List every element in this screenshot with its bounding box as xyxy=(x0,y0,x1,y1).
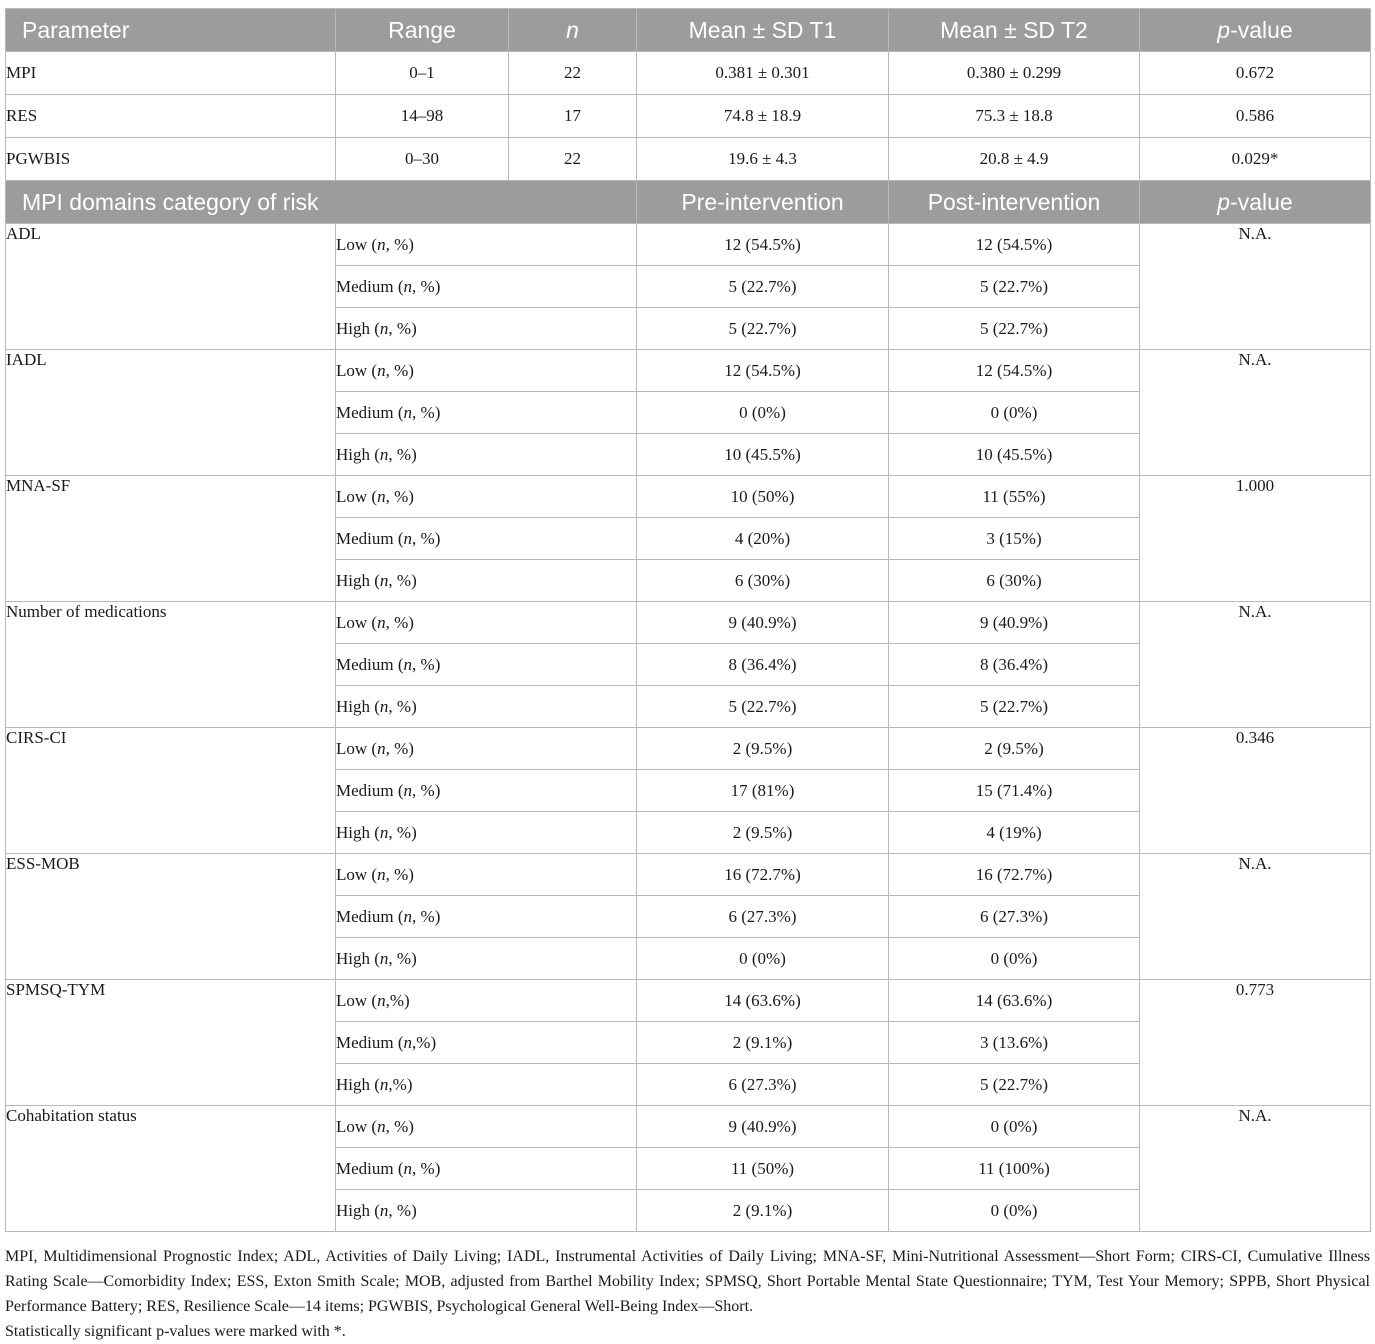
risk-level-unit: (n, %) xyxy=(371,360,414,380)
parameter-row xyxy=(6,52,1371,95)
post-intervention-value: 9 (40.9%) xyxy=(889,602,1140,644)
risk-level-unit: (n, %) xyxy=(374,1200,417,1220)
header-post-intervention: Post-intervention xyxy=(889,181,1140,224)
domains-header-body xyxy=(6,181,1371,224)
pre-intervention-value: 0 (0%) xyxy=(637,938,889,980)
post-intervention-value: 2 (9.5%) xyxy=(889,728,1140,770)
pre-intervention-value: 16 (72.7%) xyxy=(637,854,889,896)
risk-level-unit: (n, %) xyxy=(397,528,441,548)
parameter-range: 14–98 xyxy=(336,95,509,138)
risk-level xyxy=(336,1148,637,1190)
pre-intervention-value: 6 (27.3%) xyxy=(637,896,889,938)
post-intervention-value: 11 (55%) xyxy=(889,476,1140,518)
post-intervention-value: 15 (71.4%) xyxy=(889,770,1140,812)
post-intervention-value: 12 (54.5%) xyxy=(889,224,1140,266)
risk-level-unit: (n, %) xyxy=(397,780,441,800)
risk-level-unit: (n, %) xyxy=(371,612,414,632)
domain-name: ADL xyxy=(6,224,336,350)
post-intervention-value: 14 (63.6%) xyxy=(889,980,1140,1022)
parameter-mean-t1: 0.381 ± 0.301 xyxy=(637,52,889,95)
post-intervention-value: 5 (22.7%) xyxy=(889,266,1140,308)
parameter-name: RES xyxy=(6,95,336,138)
post-intervention-value: 3 (13.6%) xyxy=(889,1022,1140,1064)
risk-level-unit: (n, %) xyxy=(397,276,441,296)
domain-name: Cohabitation status xyxy=(6,1106,336,1232)
risk-level-label: High xyxy=(336,1074,370,1094)
risk-level-label: High xyxy=(336,1200,370,1220)
risk-level-label: High xyxy=(336,696,370,716)
domain-risk-row xyxy=(6,980,1371,1022)
risk-level-label: Medium xyxy=(336,906,394,926)
pre-intervention-value: 2 (9.1%) xyxy=(637,1022,889,1064)
header-domain: MPI domains category of risk xyxy=(6,181,637,224)
header-domain-p-italic: p xyxy=(1217,188,1231,215)
pre-intervention-value: 5 (22.7%) xyxy=(637,308,889,350)
risk-level-unit: (n, %) xyxy=(397,906,441,926)
pre-intervention-value: 9 (40.9%) xyxy=(637,602,889,644)
risk-level xyxy=(336,896,637,938)
domain-p-value: 0.773 xyxy=(1140,980,1371,1106)
domain-risk-row xyxy=(6,728,1371,770)
risk-level xyxy=(336,602,637,644)
risk-level xyxy=(336,980,637,1022)
parameter-row xyxy=(6,138,1371,181)
risk-level-label: Medium xyxy=(336,780,394,800)
risk-level xyxy=(336,1064,637,1106)
risk-level-unit: (n, %) xyxy=(397,402,441,422)
risk-level-label: Low xyxy=(336,864,368,884)
risk-level xyxy=(336,686,637,728)
domain-name: ESS-MOB xyxy=(6,854,336,980)
domain-name: SPMSQ-TYM xyxy=(6,980,336,1106)
domain-risk-row xyxy=(6,350,1371,392)
footnote-abbreviations: MPI, Multidimensional Prognostic Index; ADL, Activities of Daily Living; IADL, Instrumental Activities of Daily Living; MNA-SF, Mini-Nutritional Assessment—Short Form; CIRS-CI, Cumulative Illness Rating Scale—Comorbidity Index; ESS, Exton Smith Scale; MOB, adjusted from Barthel Mobility Index; SPMSQ, Short Portable Mental State Questionnaire; TYM, Test Your Memory; SPPB, Short Physical Performance Battery; RES, Resilience Scale—14 items; PGWBIS, Psychological General Well-Being Index—Short. xyxy=(5,1248,1370,1315)
risk-level-label: Medium xyxy=(336,528,394,548)
risk-level xyxy=(336,392,637,434)
parameter-mean-t1: 19.6 ± 4.3 xyxy=(637,138,889,181)
pre-intervention-value: 2 (9.5%) xyxy=(637,728,889,770)
parameter-mean-t2: 75.3 ± 18.8 xyxy=(889,95,1140,138)
risk-level xyxy=(336,350,637,392)
risk-level xyxy=(336,1190,637,1232)
risk-level-unit: (n,%) xyxy=(371,990,410,1010)
results-table xyxy=(5,8,1371,1232)
parameter-range: 0–1 xyxy=(336,52,509,95)
domain-name: IADL xyxy=(6,350,336,476)
pre-intervention-value: 2 (9.5%) xyxy=(637,812,889,854)
domain-risk-row xyxy=(6,224,1371,266)
risk-level-label: Low xyxy=(336,234,368,254)
table-footnote xyxy=(5,1244,1370,1344)
pre-intervention-value: 6 (27.3%) xyxy=(637,1064,889,1106)
pre-intervention-value: 11 (50%) xyxy=(637,1148,889,1190)
domain-risk-row xyxy=(6,602,1371,644)
parameter-p-value: 0.586 xyxy=(1140,95,1371,138)
post-intervention-value: 0 (0%) xyxy=(889,1106,1140,1148)
risk-level xyxy=(336,644,637,686)
pre-intervention-value: 2 (9.1%) xyxy=(637,1190,889,1232)
risk-level-unit: (n,%) xyxy=(374,1074,413,1094)
domains-table-body xyxy=(6,224,1371,1232)
risk-level-label: High xyxy=(336,948,370,968)
risk-level-unit: (n, %) xyxy=(374,318,417,338)
risk-level-unit: (n, %) xyxy=(397,1158,441,1178)
risk-level xyxy=(336,224,637,266)
post-intervention-value: 0 (0%) xyxy=(889,392,1140,434)
parameter-n: 22 xyxy=(509,138,637,181)
risk-level xyxy=(336,1022,637,1064)
risk-level-label: Low xyxy=(336,486,368,506)
post-intervention-value: 16 (72.7%) xyxy=(889,854,1140,896)
domain-risk-row xyxy=(6,476,1371,518)
pre-intervention-value: 14 (63.6%) xyxy=(637,980,889,1022)
post-intervention-value: 6 (30%) xyxy=(889,560,1140,602)
risk-level xyxy=(336,854,637,896)
domain-name: CIRS-CI xyxy=(6,728,336,854)
post-intervention-value: 0 (0%) xyxy=(889,1190,1140,1232)
post-intervention-value: 3 (15%) xyxy=(889,518,1140,560)
risk-level-unit: (n, %) xyxy=(374,570,417,590)
pre-intervention-value: 5 (22.7%) xyxy=(637,266,889,308)
post-intervention-value: 12 (54.5%) xyxy=(889,350,1140,392)
risk-level xyxy=(336,266,637,308)
header-domain-p-value xyxy=(1140,181,1371,224)
pre-intervention-value: 12 (54.5%) xyxy=(637,350,889,392)
risk-level-label: Medium xyxy=(336,402,394,422)
post-intervention-value: 6 (27.3%) xyxy=(889,896,1140,938)
parameter-name: PGWBIS xyxy=(6,138,336,181)
risk-level xyxy=(336,476,637,518)
header-parameter: Parameter xyxy=(6,9,336,52)
pre-intervention-value: 6 (30%) xyxy=(637,560,889,602)
parameter-header-row xyxy=(6,9,1371,52)
header-p-value xyxy=(1140,9,1371,52)
parameter-table-body xyxy=(6,52,1371,181)
parameter-name: MPI xyxy=(6,52,336,95)
post-intervention-value: 4 (19%) xyxy=(889,812,1140,854)
post-intervention-value: 10 (45.5%) xyxy=(889,434,1140,476)
domain-name: Number of medications xyxy=(6,602,336,728)
risk-level-unit: (n, %) xyxy=(371,864,414,884)
risk-level xyxy=(336,728,637,770)
risk-level xyxy=(336,812,637,854)
domain-p-value: N.A. xyxy=(1140,350,1371,476)
risk-level-label: Low xyxy=(336,612,368,632)
domain-risk-row xyxy=(6,854,1371,896)
risk-level-unit: (n, %) xyxy=(374,822,417,842)
risk-level-unit: (n, %) xyxy=(374,444,417,464)
pre-intervention-value: 9 (40.9%) xyxy=(637,1106,889,1148)
risk-level xyxy=(336,770,637,812)
parameter-n: 22 xyxy=(509,52,637,95)
parameter-mean-t2: 0.380 ± 0.299 xyxy=(889,52,1140,95)
post-intervention-value: 8 (36.4%) xyxy=(889,644,1140,686)
parameter-row xyxy=(6,95,1371,138)
risk-level xyxy=(336,308,637,350)
risk-level-label: High xyxy=(336,318,370,338)
header-range: Range xyxy=(336,9,509,52)
risk-level-label: High xyxy=(336,444,370,464)
post-intervention-value: 0 (0%) xyxy=(889,938,1140,980)
parameter-range: 0–30 xyxy=(336,138,509,181)
parameter-mean-t2: 20.8 ± 4.9 xyxy=(889,138,1140,181)
header-mean-t1: Mean ± SD T1 xyxy=(637,9,889,52)
parameter-n: 17 xyxy=(509,95,637,138)
pre-intervention-value: 12 (54.5%) xyxy=(637,224,889,266)
pre-intervention-value: 5 (22.7%) xyxy=(637,686,889,728)
domain-p-value: N.A. xyxy=(1140,602,1371,728)
risk-level-unit: (n, %) xyxy=(371,1116,414,1136)
risk-level-label: Medium xyxy=(336,276,394,296)
risk-level xyxy=(336,560,637,602)
parameter-p-value: 0.029* xyxy=(1140,138,1371,181)
risk-level-label: Low xyxy=(336,738,368,758)
domain-p-value: N.A. xyxy=(1140,854,1371,980)
header-p-italic: p xyxy=(1217,16,1231,43)
post-intervention-value: 5 (22.7%) xyxy=(889,308,1140,350)
risk-level xyxy=(336,938,637,980)
risk-level-label: High xyxy=(336,570,370,590)
pre-intervention-value: 17 (81%) xyxy=(637,770,889,812)
header-n-text: n xyxy=(566,16,579,43)
risk-level xyxy=(336,1106,637,1148)
header-p-suffix: -value xyxy=(1230,16,1293,43)
parameter-mean-t1: 74.8 ± 18.9 xyxy=(637,95,889,138)
pre-intervention-value: 8 (36.4%) xyxy=(637,644,889,686)
risk-level-unit: (n, %) xyxy=(397,654,441,674)
domain-p-value: N.A. xyxy=(1140,224,1371,350)
domain-p-value: N.A. xyxy=(1140,1106,1371,1232)
header-n xyxy=(509,9,637,52)
risk-level xyxy=(336,434,637,476)
pre-intervention-value: 10 (50%) xyxy=(637,476,889,518)
header-mean-t2: Mean ± SD T2 xyxy=(889,9,1140,52)
risk-level-label: Low xyxy=(336,360,368,380)
risk-level-label: Low xyxy=(336,990,368,1010)
domains-header-row xyxy=(6,181,1371,224)
pre-intervention-value: 10 (45.5%) xyxy=(637,434,889,476)
header-domain-p-suffix: -value xyxy=(1230,188,1293,215)
risk-level-label: Medium xyxy=(336,654,394,674)
pre-intervention-value: 4 (20%) xyxy=(637,518,889,560)
header-pre-intervention: Pre-intervention xyxy=(637,181,889,224)
risk-level-unit: (n,%) xyxy=(397,1032,437,1052)
risk-level-label: High xyxy=(336,822,370,842)
footnote-significance: Statistically significant p-values were marked with *. xyxy=(5,1323,346,1340)
parameter-p-value: 0.672 xyxy=(1140,52,1371,95)
domain-p-value: 0.346 xyxy=(1140,728,1371,854)
risk-level-unit: (n, %) xyxy=(371,486,414,506)
risk-level-unit: (n, %) xyxy=(374,948,417,968)
post-intervention-value: 11 (100%) xyxy=(889,1148,1140,1190)
pre-intervention-value: 0 (0%) xyxy=(637,392,889,434)
post-intervention-value: 5 (22.7%) xyxy=(889,686,1140,728)
domain-risk-row xyxy=(6,1106,1371,1148)
risk-level-label: Medium xyxy=(336,1158,394,1178)
risk-level xyxy=(336,518,637,560)
risk-level-unit: (n, %) xyxy=(371,234,414,254)
post-intervention-value: 5 (22.7%) xyxy=(889,1064,1140,1106)
domain-p-value: 1.000 xyxy=(1140,476,1371,602)
risk-level-label: Low xyxy=(336,1116,368,1136)
risk-level-label: Medium xyxy=(336,1032,394,1052)
risk-level-unit: (n, %) xyxy=(371,738,414,758)
domain-name: MNA-SF xyxy=(6,476,336,602)
risk-level-unit: (n, %) xyxy=(374,696,417,716)
